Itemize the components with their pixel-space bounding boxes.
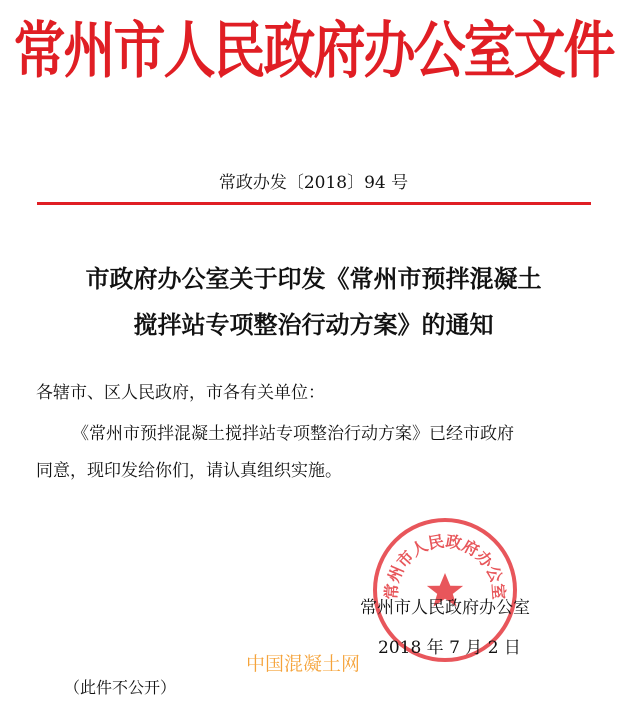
body-paragraph-line-1: 《常州市预拌混凝土搅拌站专项整治行动方案》已经市政府	[72, 424, 514, 444]
salutation: 各辖市、区人民政府，市各有关单位：	[36, 383, 325, 403]
document-title-line-2: 搅拌站专项整治行动方案》的通知	[133, 311, 494, 339]
red-divider-line	[37, 202, 591, 205]
issuer-name: 常州市人民政府办公室	[360, 598, 530, 618]
footer-note: （此件不公开）	[64, 678, 177, 697]
document-number: 常政办发〔2018〕94 号	[218, 173, 409, 193]
document-title	[0, 256, 627, 348]
document-title-line-1: 市政府办公室关于印发《常州市预拌混凝土	[85, 265, 542, 293]
seal-text-path: 常州市人民政府办公室	[381, 531, 509, 601]
watermark: 中国混凝土网	[246, 653, 361, 675]
body-paragraph-line-2: 同意，现印发给你们，请认真组织实施。	[36, 461, 342, 481]
document-header-title: 常州市人民政府办公室文件	[13, 15, 614, 87]
issue-date: 2018 年 7 月 2 日	[378, 638, 521, 658]
